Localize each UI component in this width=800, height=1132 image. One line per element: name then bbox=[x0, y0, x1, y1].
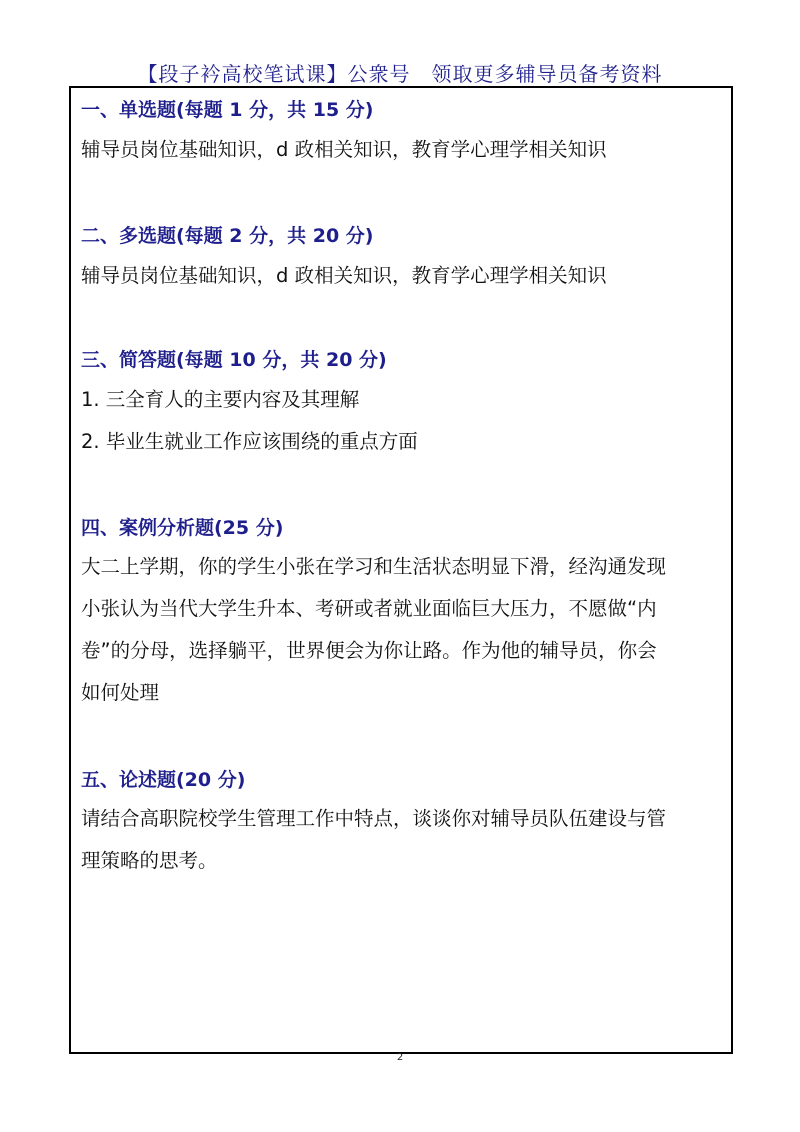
section-line: 大二上学期，你的学生小张在学习和生活状态明显下滑，经沟通发现 bbox=[81, 555, 667, 578]
section-title: 一、单选题(每题 1 分，共 15 分) bbox=[81, 99, 374, 121]
section-line: 如何处理 bbox=[81, 681, 160, 704]
section-line: 卷”的分母，选择躺平，世界便会为你让路。作为他的辅导员，你会 bbox=[81, 639, 657, 662]
section-line: 辅导员岗位基础知识，d 政相关知识，教育学心理学相关知识 bbox=[81, 264, 607, 287]
section-title: 四、案例分析题(25 分) bbox=[81, 517, 284, 539]
section-single-choice bbox=[81, 96, 721, 164]
exam-content-frame bbox=[69, 86, 733, 1054]
section-title: 五、论述题(20 分) bbox=[81, 769, 246, 791]
section-line: 理策略的思考。 bbox=[81, 849, 218, 872]
section-paragraph bbox=[81, 546, 721, 714]
section-case-analysis bbox=[81, 514, 721, 714]
section-multiple-choice bbox=[81, 222, 721, 290]
section-line: 2. 毕业生就业工作应该围绕的重点方面 bbox=[81, 430, 418, 453]
section-short-answer bbox=[81, 346, 721, 456]
page-header-banner: 【段子衿高校笔试课】公衆号 领取更多辅导员备考资料 bbox=[137, 62, 663, 86]
section-line: 请结合高职院校学生管理工作中特点，谈谈你对辅导员队伍建设与管 bbox=[81, 807, 667, 830]
section-title: 三、简答题(每题 10 分，共 20 分) bbox=[81, 349, 387, 371]
page-number: 2 bbox=[396, 1052, 404, 1063]
section-line: 辅导员岗位基础知识，d 政相关知识，教育学心理学相关知识 bbox=[81, 138, 607, 161]
section-title: 二、多选题(每题 2 分，共 20 分) bbox=[81, 225, 374, 247]
section-essay bbox=[81, 766, 721, 882]
section-paragraph bbox=[81, 798, 721, 882]
section-line: 小张认为当代大学生升本、考研或者就业面临巨大压力，不愿做“内 bbox=[81, 597, 657, 620]
section-line: 1. 三全育人的主要内容及其理解 bbox=[81, 388, 360, 411]
